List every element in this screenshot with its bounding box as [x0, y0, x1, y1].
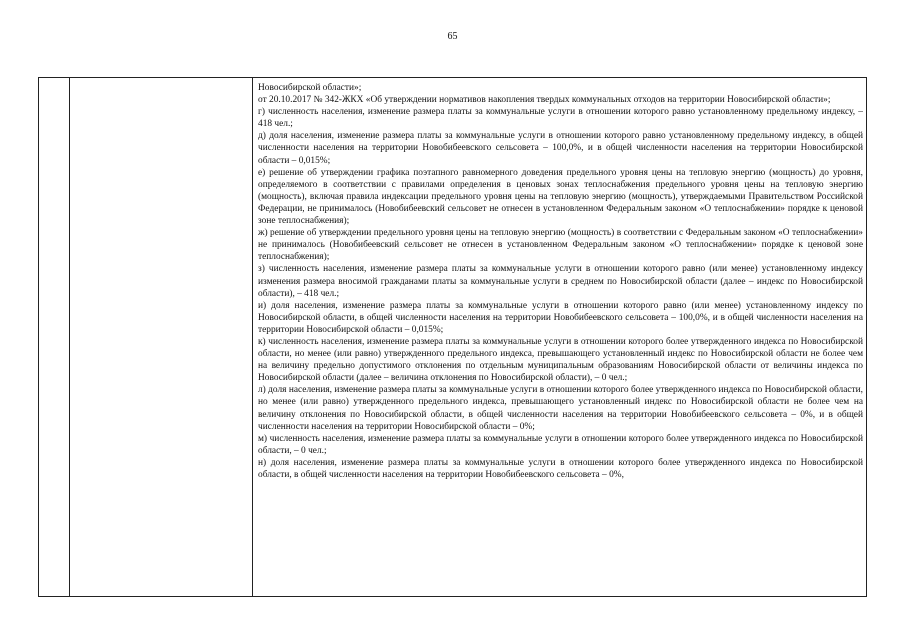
paragraph-l: л) доля населения, изменение размера платы за коммунальные услуги в отношении которого более утвержденного индекса по Новосибирской области, но менее (или равно) утвержденного предельного индекса, превышающего установленный индекс по Новосибирской области не более чем на величину отклонения по Новосибирской области, в общей численности населения на территории Новобибеевского сельсовета – 0%, и в общей численности населения на территории Новосибирской области – 0%; [258, 385, 863, 432]
table-frame [38, 77, 867, 597]
paragraph-g: г) численность населения, изменение размера платы за коммунальные услуги в отношении которого равно установленному предельному индексу, – 418 чел.; [258, 107, 863, 130]
column-divider-2 [252, 78, 253, 596]
paragraph-k: к) численность населения, изменение размера платы за коммунальные услуги в отношении которого более утвержденного индекса по Новосибирской области, но менее (или равно) утвержденного предельного индекса, превышающего установленный индекс по Новосибирской области не более чем на величину предельно допустимого отклонения по отдельным муниципальным образованиям Новосибирской области от величины индекса по Новосибирской области (далее – величина отклонения по Новосибирской области), – 0 чел.; [258, 336, 863, 384]
table-cell-text [258, 82, 863, 481]
paragraph-zh: ж) решение об утверждении предельного уровня цены на тепловую энергию (мощность) в соответствии с Федеральным законом «О теплоснабжении» не принималось (Новобибеевский сельсовет не отнесен в установленном Федеральным законом «О теплоснабжении» порядке к ценовой зоне теплоснабжения); [258, 228, 863, 263]
paragraph-decree: от 20.10.2017 № 342-ЖКХ «Об утверждении нормативов накопления твердых коммунальных отходов на территории Новосибирской области»; [258, 95, 831, 106]
paragraph-d: д) доля населения, изменение размера платы за коммунальные услуги в отношении которого равно установленному предельному индексу, в общей численности населения на территории Новобибеевского сельсовета – 100,0%, и в общей численности населения на территории Новосибирской области – 0,015%; [258, 131, 863, 166]
paragraph-e: е) решение об утверждении графика поэтапного равномерного доведения предельного уровня цены на тепловую энергию (мощность) до уровня, определяемого в соответствии с правилами определения в ценовых зонах теплоснабжения предельного уровня цены на тепловую энергию (мощность), включая правила индексации предельного уровня цены на тепловую энергию (мощность), утверждаемыми Правительством Российской Федерации, не принималось (Новобибеевский сельсовет не отнесен в установленном Федеральным законом «О теплоснабжении» порядке к ценовой зоне теплоснабжения); [258, 167, 863, 227]
page-number: 65 [447, 31, 458, 42]
paragraph-m: м) численность населения, изменение размера платы за коммунальные услуги в отношении которого более утвержденного индекса по Новосибирской области, – 0 чел.; [258, 433, 863, 456]
column-divider-1 [69, 78, 70, 596]
paragraph-continuation: Новосибирской области»; [258, 83, 362, 93]
paragraph-z: з) численность населения, изменение размера платы за коммунальные услуги в отношении которого равно (или менее) установленному индексу изменения размера вносимой гражданами платы за коммунальные услуги в среднем по Новосибирской области (далее – индекс по Новосибирской области), – 418 чел.; [258, 264, 863, 299]
paragraph-n: н) доля населения, изменение размера платы за коммунальные услуги в отношении которого более утвержденного индекса по Новосибирской области, в общей численности населения на территории Новобибеевского сельсовета – 0%, [258, 457, 863, 480]
paragraph-i: и) доля населения, изменение размера платы за коммунальные услуги в отношении которого равно (или менее) установленному индексу по Новосибирской области, в общей численности населения на территории Новобибеевского сельсовета – 100,0%, и в общей численности населения на территории Новосибирской области – 0,015%; [258, 300, 863, 335]
